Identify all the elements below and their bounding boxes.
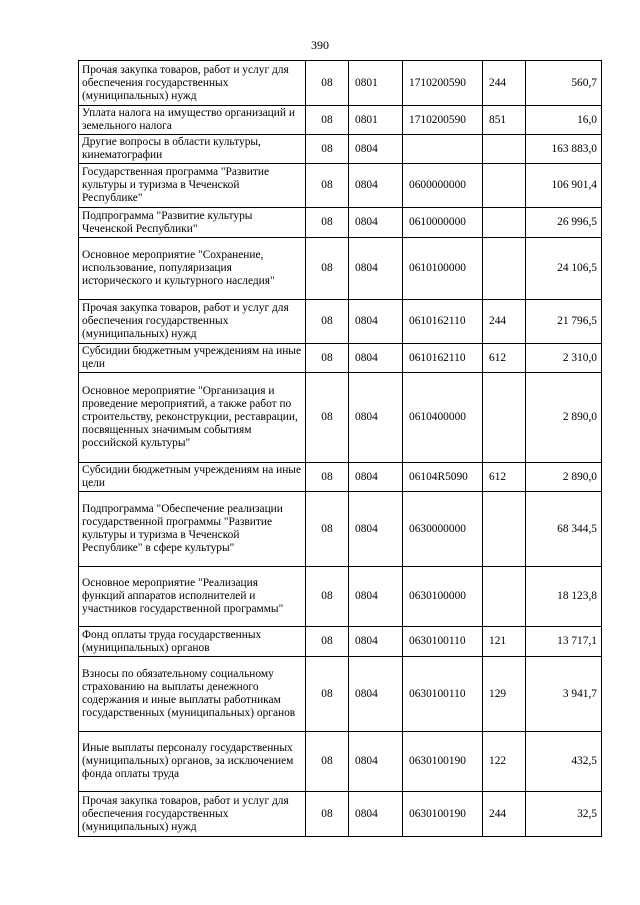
target-code: 0630100000 — [403, 567, 483, 627]
expense-kind-code — [483, 567, 526, 627]
row-name: Субсидии бюджетным учреждениям на иные цели — [79, 344, 306, 373]
table-row — [79, 61, 602, 106]
amount: 26 996,5 — [526, 208, 602, 238]
table-row — [79, 373, 602, 463]
amount: 432,5 — [526, 732, 602, 792]
amount: 560,7 — [526, 61, 602, 106]
section-code: 08 — [306, 627, 349, 657]
expense-kind-code: 612 — [483, 463, 526, 492]
subsection-code: 0804 — [349, 300, 403, 344]
target-code: 1710200590 — [403, 106, 483, 135]
target-code: 0610100000 — [403, 238, 483, 300]
row-name: Подпрограмма "Обеспечение реализации государственной программы "Развитие культуры и туризма в Чеченской Республике" в сфере культуры" — [79, 492, 306, 567]
section-code: 08 — [306, 463, 349, 492]
section-code: 08 — [306, 792, 349, 837]
table-row — [79, 732, 602, 792]
table-row — [79, 164, 602, 208]
table-row — [79, 135, 602, 164]
subsection-code: 0804 — [349, 164, 403, 208]
row-name: Иные выплаты персоналу государственных (муниципальных) органов, за исключением фонда оплаты труда — [79, 732, 306, 792]
expense-kind-code — [483, 238, 526, 300]
table-row — [79, 567, 602, 627]
expense-kind-code: 851 — [483, 106, 526, 135]
target-code: 0610400000 — [403, 373, 483, 463]
table-row — [79, 463, 602, 492]
section-code: 08 — [306, 732, 349, 792]
section-code: 08 — [306, 164, 349, 208]
section-code: 08 — [306, 238, 349, 300]
target-code: 0610162110 — [403, 300, 483, 344]
subsection-code: 0804 — [349, 238, 403, 300]
amount: 106 901,4 — [526, 164, 602, 208]
subsection-code: 0801 — [349, 61, 403, 106]
expense-kind-code — [483, 373, 526, 463]
subsection-code: 0804 — [349, 135, 403, 164]
expense-kind-code: 244 — [483, 792, 526, 837]
table-row — [79, 627, 602, 657]
table-row — [79, 657, 602, 732]
amount: 32,5 — [526, 792, 602, 837]
section-code: 08 — [306, 344, 349, 373]
target-code: 06104R5090 — [403, 463, 483, 492]
row-name: Подпрограмма "Развитие культуры Чеченской Республики" — [79, 208, 306, 238]
amount: 2 890,0 — [526, 463, 602, 492]
subsection-code: 0804 — [349, 627, 403, 657]
expense-kind-code — [483, 135, 526, 164]
subsection-code: 0804 — [349, 373, 403, 463]
target-code: 0610000000 — [403, 208, 483, 238]
page-number: 390 — [311, 38, 329, 52]
table-row — [79, 106, 602, 135]
row-name: Другие вопросы в области культуры, кинематографии — [79, 135, 306, 164]
target-code: 0630100190 — [403, 732, 483, 792]
table-row — [79, 300, 602, 344]
target-code: 0630100110 — [403, 657, 483, 732]
table-row — [79, 344, 602, 373]
amount: 2 890,0 — [526, 373, 602, 463]
amount: 24 106,5 — [526, 238, 602, 300]
row-name: Взносы по обязательному социальному страхованию на выплаты денежного содержания и иные выплаты работникам государственных (муниципальных) органов — [79, 657, 306, 732]
target-code: 1710200590 — [403, 61, 483, 106]
budget-table — [78, 60, 602, 837]
amount: 68 344,5 — [526, 492, 602, 567]
row-name: Основное мероприятие "Организация и проведение мероприятий, а также работ по строительству, реконструкции, реставрации, посвященных значимым событиям российской культуры" — [79, 373, 306, 463]
subsection-code: 0804 — [349, 657, 403, 732]
row-name: Основное мероприятие "Сохранение, использование, популяризация исторического и культурного наследия" — [79, 238, 306, 300]
row-name: Прочая закупка товаров, работ и услуг для обеспечения государственных (муниципальных) нужд — [79, 792, 306, 837]
row-name: Субсидии бюджетным учреждениям на иные цели — [79, 463, 306, 492]
target-code: 0600000000 — [403, 164, 483, 208]
section-code: 08 — [306, 300, 349, 344]
amount: 2 310,0 — [526, 344, 602, 373]
section-code: 08 — [306, 61, 349, 106]
subsection-code: 0804 — [349, 208, 403, 238]
amount: 16,0 — [526, 106, 602, 135]
table-row — [79, 492, 602, 567]
subsection-code: 0804 — [349, 344, 403, 373]
amount: 13 717,1 — [526, 627, 602, 657]
expense-kind-code: 121 — [483, 627, 526, 657]
subsection-code: 0804 — [349, 732, 403, 792]
section-code: 08 — [306, 492, 349, 567]
table-row — [79, 208, 602, 238]
amount: 3 941,7 — [526, 657, 602, 732]
row-name: Прочая закупка товаров, работ и услуг для обеспечения государственных (муниципальных) нужд — [79, 61, 306, 106]
expense-kind-code: 244 — [483, 61, 526, 106]
row-name: Государственная программа "Развитие культуры и туризма в Чеченской Республике" — [79, 164, 306, 208]
row-name: Фонд оплаты труда государственных (муниципальных) органов — [79, 627, 306, 657]
section-code: 08 — [306, 135, 349, 164]
section-code: 08 — [306, 106, 349, 135]
amount: 21 796,5 — [526, 300, 602, 344]
subsection-code: 0804 — [349, 567, 403, 627]
section-code: 08 — [306, 373, 349, 463]
target-code: 0630100190 — [403, 792, 483, 837]
target-code — [403, 135, 483, 164]
row-name: Прочая закупка товаров, работ и услуг для обеспечения государственных (муниципальных) нужд — [79, 300, 306, 344]
subsection-code: 0804 — [349, 792, 403, 837]
expense-kind-code — [483, 208, 526, 238]
section-code: 08 — [306, 657, 349, 732]
row-name: Основное мероприятие "Реализация функций аппаратов исполнителей и участников государственной программы" — [79, 567, 306, 627]
expense-kind-code — [483, 492, 526, 567]
subsection-code: 0804 — [349, 463, 403, 492]
subsection-code: 0804 — [349, 492, 403, 567]
amount: 163 883,0 — [526, 135, 602, 164]
expense-kind-code: 612 — [483, 344, 526, 373]
expense-kind-code: 129 — [483, 657, 526, 732]
amount: 18 123,8 — [526, 567, 602, 627]
section-code: 08 — [306, 208, 349, 238]
target-code: 0630000000 — [403, 492, 483, 567]
target-code: 0630100110 — [403, 627, 483, 657]
expense-kind-code — [483, 164, 526, 208]
expense-kind-code: 122 — [483, 732, 526, 792]
table-row — [79, 238, 602, 300]
row-name: Уплата налога на имущество организаций и земельного налога — [79, 106, 306, 135]
subsection-code: 0801 — [349, 106, 403, 135]
target-code: 0610162110 — [403, 344, 483, 373]
expense-kind-code: 244 — [483, 300, 526, 344]
table-row — [79, 792, 602, 837]
section-code: 08 — [306, 567, 349, 627]
